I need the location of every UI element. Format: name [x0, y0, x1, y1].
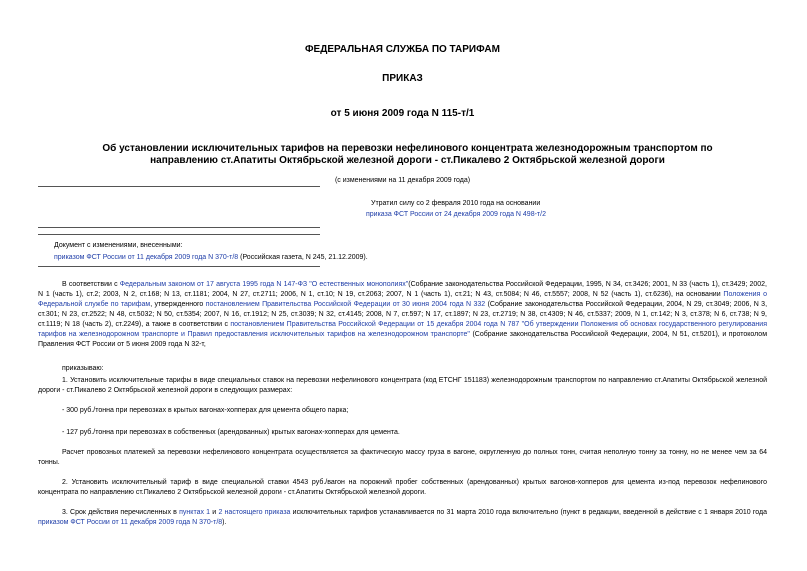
preamble-text: , утвержденного: [150, 301, 206, 308]
preamble-text: (Собрание законодательства Российской Федерации, 2004, N 29, ст.3049; 2006, N 3, ст.301; N 23, ст.2522; N 48, ст.5032; N 50, ст.5354; 2007, N 16, ст.1912; N 25, ст.3039; N 32, ст.4145; 2008, N 7, ст.597; N 17, ст.1897; N 23, ст.2719; N 38, ст.4309; N 46, ст.5337; 2009, N 1, ст.142; N 3, ст.378; N 6, ст.738; N 9, ст.1119; N 18 (часть 2), ст.2249), а также в соответствии с: [38, 301, 768, 328]
orders-line: приказываю:: [62, 365, 104, 372]
item-1: 1. Установить исключительные тарифы в виде специальных ставок на перевозки нефелинового концентрата (код ЕТСНГ 151183) железнодорожным транспортом по направлению ст.Апатиты Октябрьской железной дороги - ст.Пикалево 2 Октябрьской железной дороги в следующих размерах:: [38, 377, 767, 394]
law-link[interactable]: Федеральным законом от 17 августа 1995 года N 147-ФЗ "О естественных монополиях": [119, 281, 409, 288]
decree-787-link[interactable]: постановлением Правительства Российской Федерации от 15 декабря 2004 года N 787 "Об утверждении Положения об основах государственного регулирования тарифов на железнодорожном транспорте и Правил предоставления исключительных тарифов на железнодорожном транспорте": [38, 321, 767, 338]
decree-332-link[interactable]: постановлением Правительства Российской Федерации от 30 июня 2004 года N 332: [205, 301, 486, 308]
item-3-text: и: [210, 509, 219, 516]
amended-block: [54, 241, 767, 263]
organization-heading: ФЕДЕРАЛЬНАЯ СЛУЖБА ПО ТАРИФАМ: [305, 44, 500, 55]
rate-2: - 127 руб./тонна при перевозках в собственных (арендованных) крытых вагонах-хопперах для цемента.: [62, 429, 400, 436]
item-3: [38, 508, 767, 528]
expired-note: [366, 198, 767, 220]
rate-1: - 300 руб./тонна при перевозках в крытых вагонах-хопперах для цемента общего парка;: [62, 407, 349, 414]
amended-line: [54, 253, 767, 263]
divider: [38, 227, 320, 228]
calc-paragraph: Расчет провозных платежей за перевозки нефелинового концентрата осуществляется за фактическую массу груза в вагоне, округленную до полных тонн, считая неполную тонну за тонну, но не менее чем за 64 тонны.: [38, 449, 767, 466]
item-2: 2. Установить исключительный тариф в виде специальной ставки 4543 руб./вагон на порожний пробег собственных (арендованных) крытых вагонов-хопперов для цемента из-под перевозок нефелинового концентрата по направлению ст.Пикалево 2 Октябрьской железной дороги - ст.Апатиты Октябрьской железной дороги.: [38, 479, 767, 496]
doc-date-number: от 5 июня 2009 года N 115-т/1: [330, 108, 475, 119]
divider: [38, 234, 320, 235]
expired-text: Утратил силу со 2 февраля 2010 года на основании: [371, 200, 541, 207]
regulation-link[interactable]: Положения о Федеральной службе по тарифам: [38, 291, 767, 308]
doc-type-heading: ПРИКАЗ: [382, 73, 423, 84]
item-2-link[interactable]: 2 настоящего приказа: [218, 509, 291, 516]
divider: [38, 186, 320, 187]
preamble-text: (Собрание законодательства Российской Федерации, 1995, N 34, ст.3426; 2001, N 33 (часть 1), ст.3429; 2002, N 1 (часть 1), ст.2; 2003, N 2, ст.168; N 13, ст.1181; 2004, N 27, ст.2711; 2006, N 1, ст.10; N 19, ст.2063; 2007, N 1 (часть 1), ст.21; N 43, ст.5084; N 46, ст.5557; 2008, N 52 (часть 1), ст.6236), на основании: [38, 281, 768, 298]
preamble-paragraph: [38, 280, 767, 350]
preamble-text: (Собрание законодательства Российской Федерации, 2004, N 51, ст.5201), и протоколом Правления ФСТ России от 5 июня 2009 года N 32-т,: [38, 331, 768, 348]
amended-tail: (Российская газета, N 245, 21.12.2009).: [238, 254, 368, 261]
item-3-text: 3. Срок действия перечисленных в: [62, 509, 180, 516]
item-3-text: исключительных тарифов устанавливается по 31 марта 2010 года включительно (пункт в редакции, введенной в действие с 1 января 2010 года: [290, 509, 768, 516]
preamble-text: В соответствии с: [62, 281, 120, 288]
changes-note: (с изменениями на 11 декабря 2009 года): [334, 177, 471, 184]
amended-label: Документ с изменениями, внесенными:: [54, 242, 183, 249]
order-370-link[interactable]: приказом ФСТ России от 11 декабря 2009 года N 370-т/8: [38, 519, 223, 526]
amended-link[interactable]: приказом ФСТ России от 11 декабря 2009 года N 370-т/8: [54, 254, 239, 261]
item-1-link[interactable]: пунктах 1: [179, 509, 211, 516]
divider: [38, 266, 320, 267]
expired-link[interactable]: приказа ФСТ России от 24 декабря 2009 года N 498-т/2: [366, 211, 546, 218]
doc-title: Об установлении исключительных тарифов на перевозки нефелинового концентрата железнодорожным транспортом по направлению ст.Апатиты Октябрьской железной дороги - ст.Пикалево 2 Октябрьской железной дороги: [102, 143, 713, 166]
item-3-text: ).: [222, 519, 227, 526]
